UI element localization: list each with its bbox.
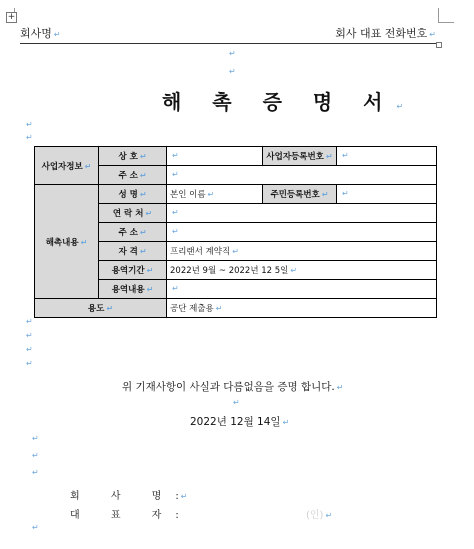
service-cell[interactable]: ↵ [167,280,437,299]
purpose-label: 용도 ↵ [35,299,167,318]
qualification-cell[interactable]: 프리랜서 계약직 ↵ [167,242,437,261]
address-label: 주 소 ↵ [99,223,167,242]
release-section-label: 해촉내용 ↵ [35,185,99,299]
table-row [35,299,437,318]
paragraph-mark: ↵ [26,120,33,129]
id-no-cell[interactable]: ↵ [337,185,437,204]
paragraph-mark: ↵ [325,511,333,520]
issue-date[interactable]: 2022년 12월 14일 ↵ [190,416,290,428]
qualification-label: 자 격 ↵ [99,242,167,261]
paragraph-mark: ↵ [229,67,236,76]
reg-no-cell[interactable]: ↵ [337,147,437,166]
move-handle-icon: + [7,12,16,22]
paragraph-mark: ↵ [282,418,290,427]
table-row [35,185,437,204]
paragraph-mark: ↵ [336,383,344,392]
certify-statement[interactable]: 위 기재사항이 사실과 다름없음을 증명 합니다. ↵ [122,381,344,393]
company-name-label: 회 사 명 [70,491,176,502]
paragraph-mark: ↵ [26,133,33,142]
paragraph-mark: ↵ [396,102,404,111]
header-company-name[interactable]: 회사명 ↵ [20,27,61,40]
paragraph-mark: ↵ [26,331,33,340]
service-label: 용역내용 ↵ [99,280,167,299]
paragraph-mark: ↵ [429,30,436,39]
paragraph-mark: ↵ [229,49,236,58]
name-cell[interactable]: 본인 이름 ↵ [167,185,263,204]
table-row [35,147,437,166]
paragraph-mark: ↵ [26,359,33,368]
address-cell[interactable]: ↵ [167,223,437,242]
paragraph-mark: ↵ [32,468,39,477]
header-rule [20,43,438,44]
header-phone[interactable]: 회사 대표 전화번호 ↵ [335,27,436,40]
seal-mark: (인) ↵ [306,510,333,521]
purpose-cell[interactable]: 공단 제출용 ↵ [167,299,437,318]
paragraph-mark: ↵ [233,398,240,407]
paragraph-mark: ↵ [180,492,188,501]
period-label: 용역기간 ↵ [99,261,167,280]
paragraph-mark: ↵ [26,345,33,354]
name-label: 성 명 ↵ [99,185,167,204]
paragraph-mark: ↵ [32,523,39,532]
period-cell[interactable]: 2022년 9월 ~ 2022년 12 5일 ↵ [167,261,437,280]
certificate-table [34,146,437,318]
company-address-cell[interactable]: ↵ [167,166,437,185]
signature-ceo-line[interactable]: 대 표 자: [70,510,179,521]
header-resize-handle[interactable] [436,42,442,48]
paragraph-mark: ↵ [32,434,39,443]
crop-mark-right [438,22,454,23]
document-title[interactable]: 해 촉 증 명 서 ↵ [162,90,404,114]
paragraph-mark: ↵ [53,30,61,39]
paragraph-mark: ↵ [32,451,39,460]
company-section-label: 사업자정보 ↵ [35,147,99,185]
company-address-label: 주 소 ↵ [99,166,167,185]
contact-cell[interactable]: ↵ [167,204,437,223]
trade-name-label: 상 호 ↵ [99,147,167,166]
paragraph-mark: ↵ [26,317,33,326]
signature-company-line[interactable]: 회 사 명: ↵ [70,491,188,502]
ceo-label: 대 표 자 [70,510,176,521]
contact-label: 연 락 처 ↵ [99,204,167,223]
table-move-handle[interactable] [6,12,17,23]
crop-mark-top-right [438,8,439,22]
reg-no-label: 사업자등록번호 ↵ [263,147,337,166]
id-no-label: 주민등록번호 ↵ [263,185,337,204]
trade-name-cell[interactable]: ↵ [167,147,263,166]
